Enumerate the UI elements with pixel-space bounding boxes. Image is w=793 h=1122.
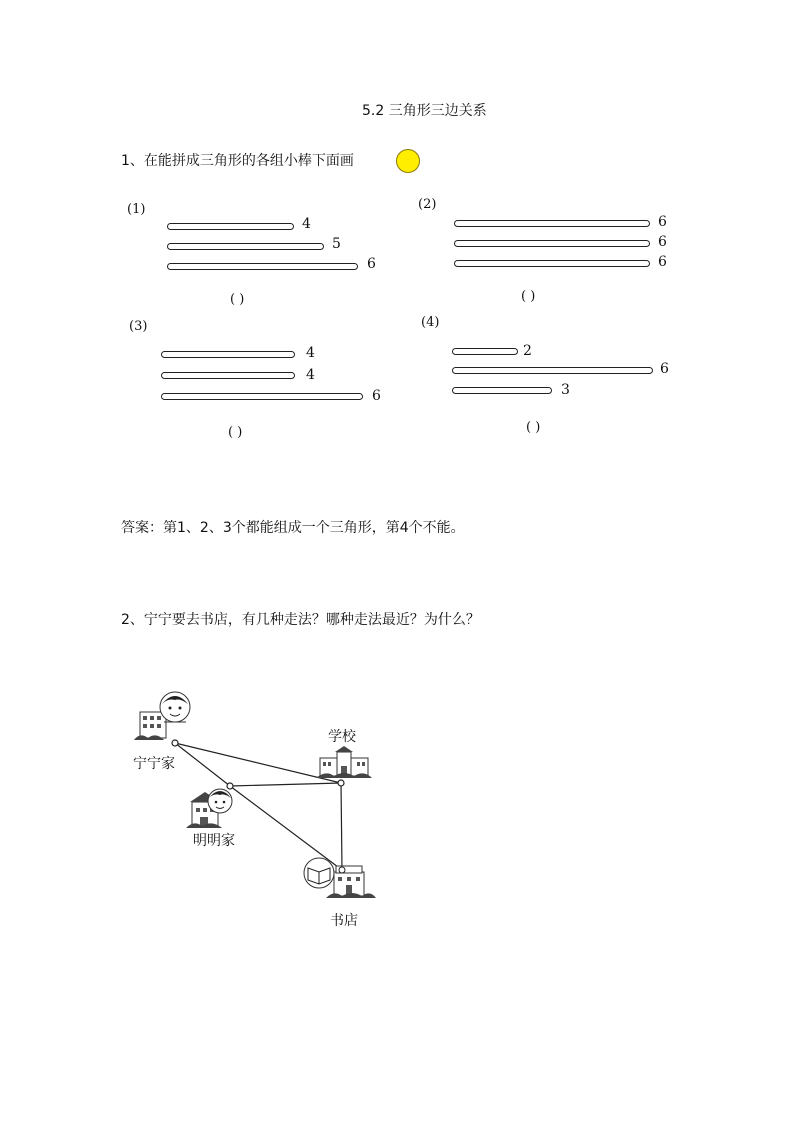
route-nodes xyxy=(172,740,344,789)
group-label-4: (4) xyxy=(421,315,440,330)
stick-length: 6 xyxy=(660,361,669,377)
stick-length: 5 xyxy=(332,236,341,252)
stick xyxy=(161,351,295,358)
ningning-home-label: 宁宁家 xyxy=(133,756,175,772)
school-icon xyxy=(316,746,372,778)
stick xyxy=(161,372,295,379)
stick xyxy=(452,367,653,374)
stick xyxy=(167,223,294,230)
stick xyxy=(167,243,324,250)
mingming-home-label: 明明家 xyxy=(193,833,235,849)
route-school-bookstore xyxy=(341,783,342,870)
stick xyxy=(167,263,358,270)
ningning-home-icon xyxy=(134,692,190,740)
question-1-prompt: 1、在能拼成三角形的各组小棒下面画 xyxy=(121,153,354,169)
page-title: 5.2 三角形三边关系 xyxy=(362,103,487,119)
group-label-2: (2) xyxy=(418,197,437,212)
stick xyxy=(452,348,518,355)
stick xyxy=(454,220,650,227)
school-label: 学校 xyxy=(328,729,356,745)
stick xyxy=(454,240,650,247)
answer-blank-4: ( ) xyxy=(526,420,541,435)
answer-blank-1: ( ) xyxy=(230,292,245,307)
stick-length: 6 xyxy=(658,254,667,270)
route-map xyxy=(120,680,390,940)
stick-length: 2 xyxy=(523,343,532,359)
stick xyxy=(452,387,552,394)
group-label-3: (3) xyxy=(129,319,148,334)
mingming-home-icon xyxy=(186,789,232,828)
stick-length: 4 xyxy=(302,216,311,232)
answer-blank-2: ( ) xyxy=(521,289,536,304)
route-mingming-bookstore xyxy=(230,786,342,870)
answer-blank-3: ( ) xyxy=(228,425,243,440)
question-2-prompt: 2、宁宁要去书店，有几种走法？哪种走法最近？为什么？ xyxy=(121,612,480,628)
group-label-1: (1) xyxy=(127,202,146,217)
route-mingming-school xyxy=(230,783,341,786)
bookstore-icon xyxy=(304,858,376,898)
stick-length: 6 xyxy=(367,256,376,272)
stick-length: 6 xyxy=(372,388,381,404)
answer-text: 答案：第1、2、3个都能组成一个三角形，第4个不能。 xyxy=(121,520,465,536)
stick-length: 4 xyxy=(306,345,315,361)
stick-length: 3 xyxy=(561,382,570,398)
stick xyxy=(454,260,650,267)
stick-length: 4 xyxy=(306,367,315,383)
yellow-circle-marker xyxy=(396,149,420,173)
stick-length: 6 xyxy=(658,214,667,230)
stick-length: 6 xyxy=(658,234,667,250)
bookstore-label: 书店 xyxy=(330,913,358,929)
stick xyxy=(161,393,363,400)
